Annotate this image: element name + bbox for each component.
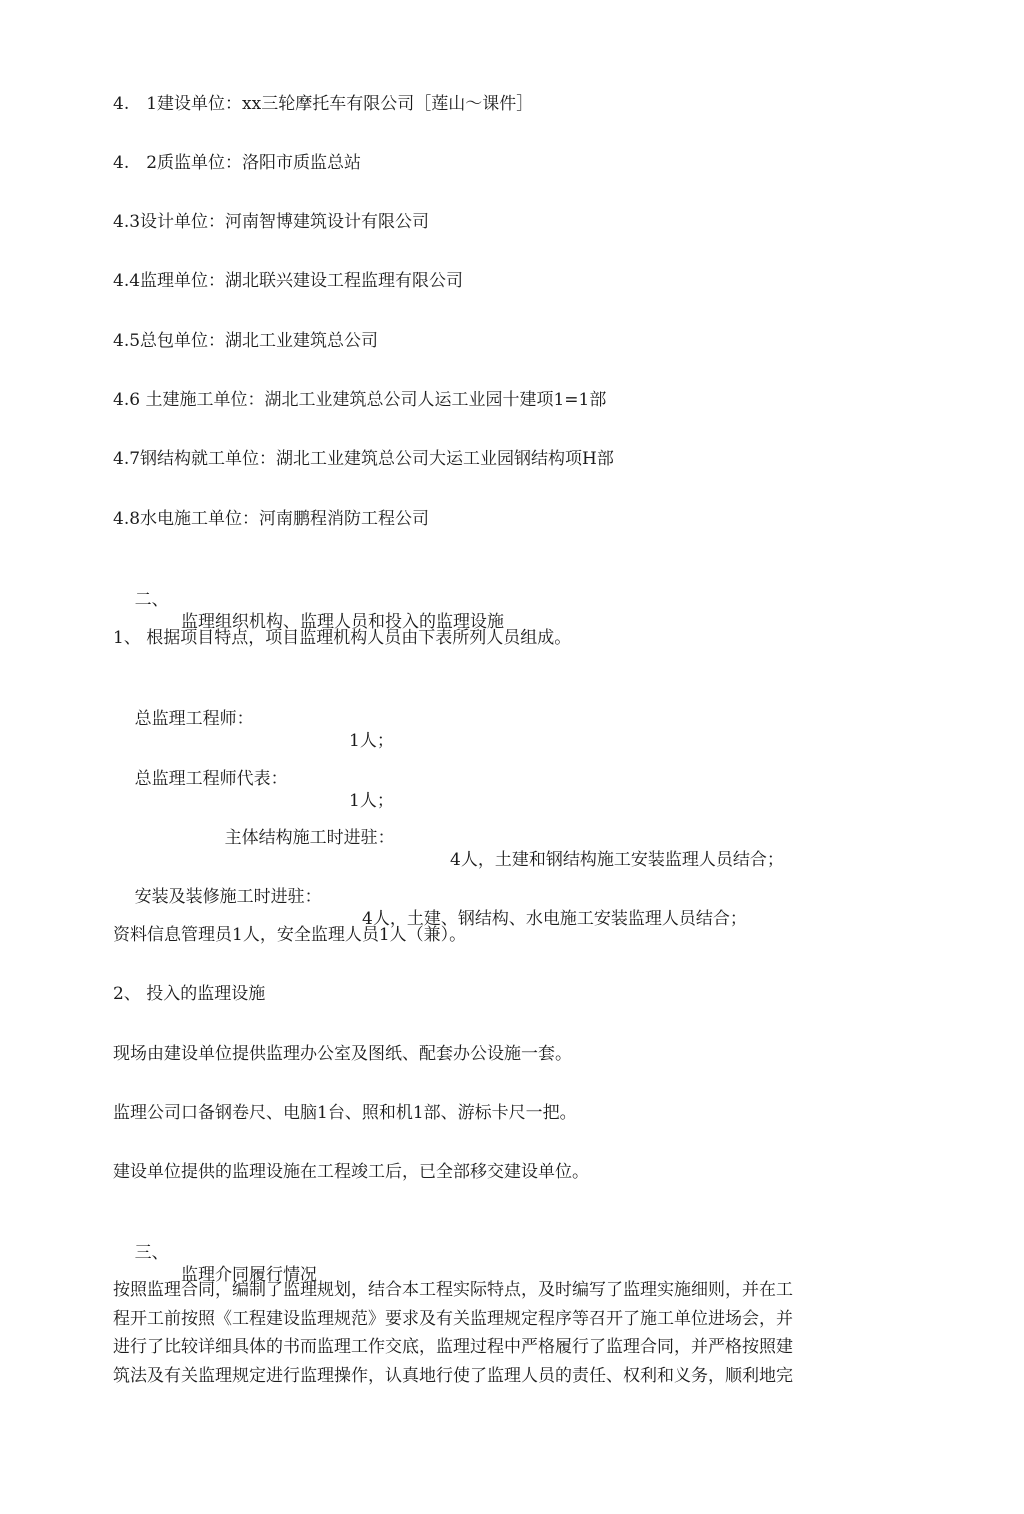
staff-value: 4人，土建、钢结构、水电施工安装监理人员结合； — [362, 909, 747, 929]
item-2-heading: 2、 投入的监理设施 — [113, 984, 266, 1004]
facility-line-2: 监理公司口备钢卷尺、电脑1台、照和机1部、游标卡尺一把。 — [113, 1103, 577, 1123]
section-title: 监理组织机构、监理人员和投入的监理设施 — [181, 612, 504, 632]
staff-label: 安装及装修施工时进驻： — [134, 887, 322, 907]
paragraph-line: 筑法及有关监理规定进行监理操作，认真地行使了监理人员的责任、权利和义务，顺利地完 — [113, 1366, 793, 1387]
body-paragraph — [113, 1276, 883, 1391]
unit-line-3: 4.3设计单位：河南智博建筑设计有限公司 — [113, 212, 430, 232]
staff-value: 1人； — [349, 791, 394, 811]
paragraph-line: 按照监理合同，编制了监理规划，结合本工程实际特点，及时编写了监理实施细则，并在工 — [113, 1280, 793, 1300]
facility-line-1: 现场由建设单位提供监理办公室及图纸、配套办公设施一套。 — [113, 1044, 572, 1064]
unit-line-5: 4.5总包单位：湖北工业建筑总公司 — [113, 331, 379, 351]
unit-line-6: 4.6 土建施工单位：湖北工业建筑总公司人运工业园十建项1=1部 — [113, 390, 607, 410]
section-number: 二、 — [134, 590, 169, 610]
section-title: 监理介同履行情况 — [181, 1265, 317, 1285]
staff-label: 总监理工程师： — [134, 709, 254, 729]
staff-label: 主体结构施工时进驻： — [224, 828, 395, 848]
facility-line-3: 建设单位提供的监理设施在工程竣工后，已全部移交建设单位。 — [113, 1162, 589, 1182]
staff-value: 4人，土建和钢结构施工安装监理人员结合； — [450, 850, 784, 870]
unit-line-2: 4. 2质监单位：洛阳市质监总站 — [113, 153, 362, 173]
section-number: 三、 — [134, 1243, 169, 1263]
paragraph-line: 进行了比较详细具体的书而监理工作交底，监理过程中严格履行了监理合同，并严格按照建 — [113, 1337, 793, 1358]
unit-line-8: 4.8水电施工单位：河南鹏程消防工程公司 — [113, 509, 430, 529]
unit-line-1: 4. 1建设单位：xx三轮摩托车有限公司［莲山～课件］ — [113, 94, 534, 114]
staff-info: 资料信息管理员1人，安全监理人员1人（兼）。 — [113, 925, 467, 945]
staff-value: 1人； — [349, 731, 394, 751]
item-1-heading: 1、 根据项目特点，项目监理机构人员由下表所列人员组成。 — [113, 628, 572, 648]
staff-label: 总监理工程师代表： — [134, 769, 288, 789]
unit-line-4: 4.4监理单位：湖北联兴建设工程监理有限公司 — [113, 271, 464, 291]
unit-line-7: 4.7钢结构就工单位：湖北工业建筑总公司大运工业园钢结构项H部 — [113, 449, 614, 469]
paragraph-line: 程开工前按照《工程建设监理规范》要求及有关监理规定程序等召开了施工单位进场会，并 — [113, 1308, 793, 1329]
